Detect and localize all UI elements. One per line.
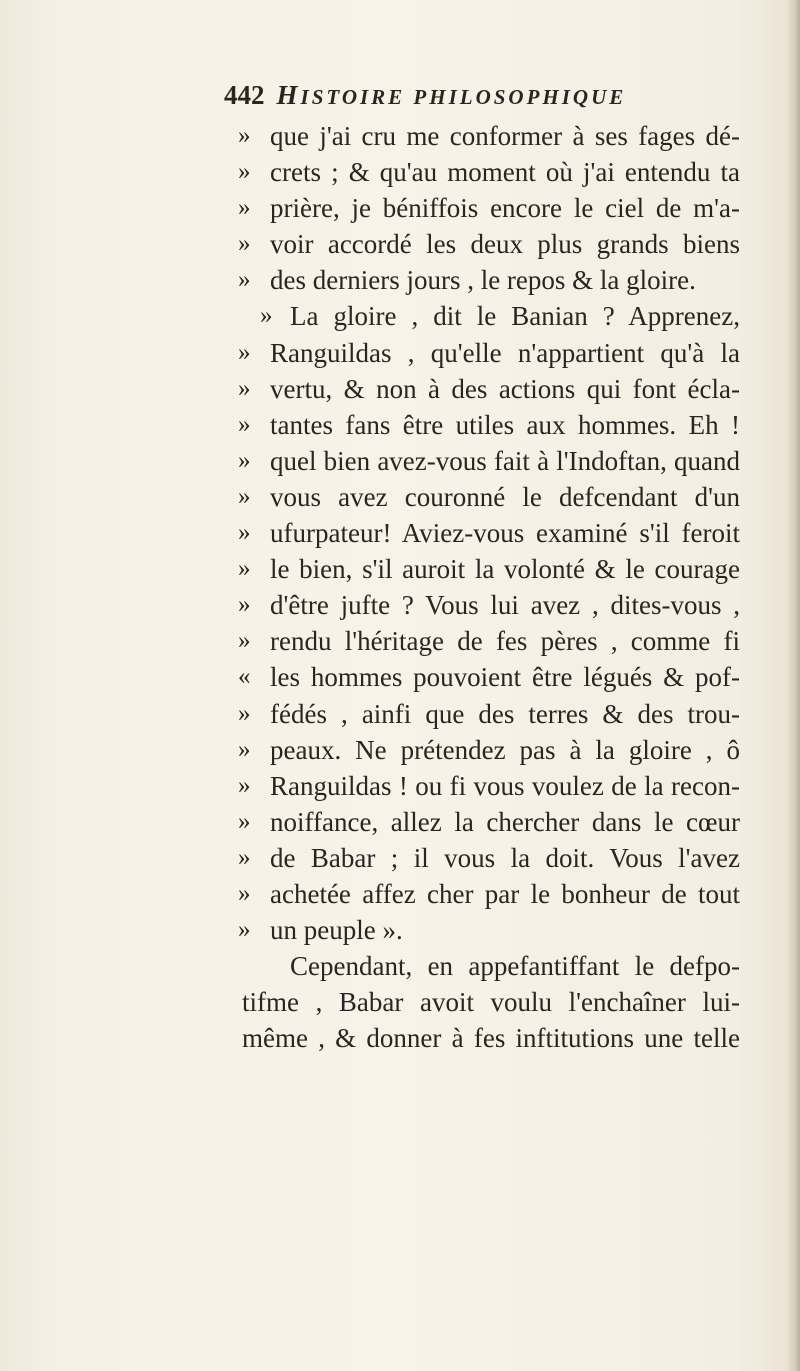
page-header (224, 80, 626, 116)
quote-mark: » (238, 266, 251, 294)
quote-mark: » (238, 699, 251, 727)
quote-mark: » (260, 302, 273, 330)
quote-mark: « (238, 663, 251, 691)
quote-mark: » (238, 519, 251, 547)
quote-mark: » (238, 410, 251, 438)
text-line: » noiffance, allez la chercher dans le cœur (270, 804, 740, 840)
text-line: » des derniers jours , le repos & la gloire. (270, 262, 740, 298)
running-title-initial: H (276, 80, 301, 110)
text-line: » Ranguildas ! ou fi vous voulez de la recon- (270, 768, 740, 804)
quote-mark: » (238, 555, 251, 583)
text-line: » ufurpateur! Aviez-vous examiné s'il feroit (270, 515, 740, 551)
text-line: » que j'ai cru me conformer à ses fages dé- (270, 118, 740, 154)
text-line: » vous avez couronné le defcendant d'un (270, 479, 740, 515)
text-line: » le bien, s'il auroit la volonté & le courage (270, 551, 740, 587)
page-edge-shadow (786, 0, 800, 1371)
quote-mark: » (238, 158, 251, 186)
text-line: » rendu l'héritage de fes pères , comme fi (270, 623, 740, 659)
text-line: tifme , Babar avoit voulu l'enchaîner lui- (242, 987, 740, 1018)
text-line: « les hommes pouvoient être légués & pof- (270, 659, 740, 695)
quote-mark: » (238, 230, 251, 258)
quote-mark: » (238, 879, 251, 907)
text-line: » voir accordé les deux plus grands biens (270, 226, 740, 262)
quote-mark: » (238, 916, 251, 944)
quote-mark: » (238, 446, 251, 474)
text-line: » peaux. Ne prétendez pas à la gloire , ô (270, 732, 740, 768)
running-title (277, 80, 627, 111)
body-text (238, 118, 740, 1056)
quote-mark: » (238, 771, 251, 799)
text-line: » quel bien avez-vous fait à l'Indoftan, quand (270, 443, 740, 479)
text-line: Cependant, en appefantiffant le defpo- (290, 951, 740, 982)
text-line: » crets ; & qu'au moment où j'ai entendu ta (270, 154, 740, 190)
quote-mark: » (238, 591, 251, 619)
text-line: » vertu, & non à des actions qui font écla- (270, 371, 740, 407)
quote-mark: » (238, 807, 251, 835)
text-line: » d'être jufte ? Vous lui avez , dites-vous , (270, 587, 740, 623)
text-line: » La gloire , dit le Banian ? Apprenez, (270, 298, 740, 334)
quote-mark: » (238, 122, 251, 149)
quote-mark: » (238, 338, 251, 366)
page-number: 442 (224, 80, 265, 110)
quote-mark: » (238, 194, 251, 222)
text-line: même , & donner à fes inftitutions une telle (242, 1023, 740, 1054)
quote-mark: » (238, 627, 251, 655)
text-line: » tantes fans être utiles aux hommes. Eh ! (270, 407, 740, 443)
quote-mark: » (238, 735, 251, 763)
text-line: » fédés , ainfi que des terres & des trou- (270, 696, 740, 732)
text-line: » achetée affez cher par le bonheur de tout (270, 876, 740, 912)
quote-mark: » (238, 843, 251, 871)
quote-mark: » (238, 374, 251, 402)
text-line: » prière, je béniffois encore le ciel de m'a- (270, 190, 740, 226)
quote-mark: » (238, 482, 251, 510)
text-line: » de Babar ; il vous la doit. Vous l'avez (270, 840, 740, 876)
text-line: » Ranguildas , qu'elle n'appartient qu'à la (270, 335, 740, 371)
running-title-rest: ISTOIRE PHILOSOPHIQUE (300, 85, 627, 109)
text-line: » un peuple ». (270, 912, 740, 948)
